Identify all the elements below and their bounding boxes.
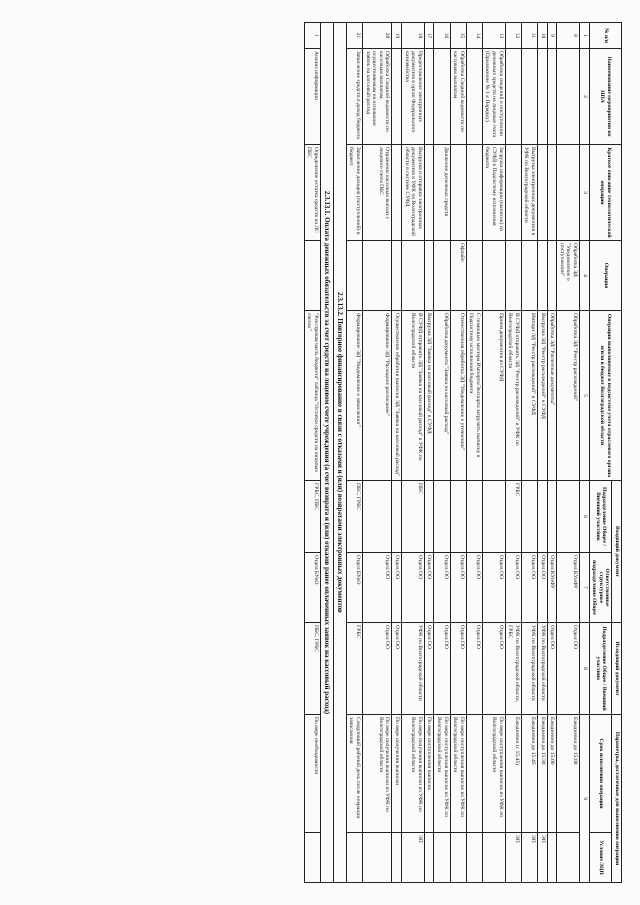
- row-system-op: Отечественная обработка ЭД "Уведомление о уточнении": [450, 311, 466, 481]
- row-ecp: ЭП: [538, 833, 548, 883]
- table-row: [466, 23, 482, 883]
- header-input-dept: Подразделение Общее / Внешний участник: [589, 481, 612, 553]
- row-description: [466, 145, 482, 241]
- header-ecp: Условие ЭЦП: [589, 833, 612, 883]
- row-input-dept: ГРБС: [505, 481, 521, 553]
- row-system-op: Прием документов из СУФД: [482, 311, 505, 481]
- row-term: По мере получения выписки из УФК по Волгоградской области: [363, 715, 392, 833]
- row-term: Ежедневно до 15:00: [557, 715, 580, 833]
- row-ecp: [482, 833, 505, 883]
- table-row: [557, 23, 580, 883]
- row-responsible: Отдел ОО: [482, 553, 505, 623]
- row-responsible: Отдел БУиО: [304, 553, 320, 623]
- row-operation: [346, 241, 362, 311]
- header-operation: Операция: [589, 241, 621, 311]
- row-number: 9: [547, 23, 557, 49]
- row-activity: Обработка Сводной ведомости по кассовым выплатам, осуществляемым на основании заявок на кассовый расход: [363, 49, 392, 145]
- row-ecp: ЭП: [401, 833, 424, 883]
- row-input-dept: ПБС: [401, 481, 424, 553]
- table-row: [304, 23, 320, 883]
- row-input-dept: [521, 481, 537, 553]
- row-number: 15: [450, 23, 466, 49]
- row-input-dept: [363, 481, 392, 553]
- row-output-dept: Отдел ОО: [363, 623, 392, 715]
- row-number: 17: [424, 23, 434, 49]
- row-activity: Обработка Сводной ведомости по кассовым выплатам: [450, 49, 466, 145]
- row-responsible: Отдел ОО: [434, 553, 450, 623]
- row-ecp: ЭП: [505, 833, 521, 883]
- row-number: 8: [557, 23, 580, 49]
- row-input-dept: ПБС, ГРБС: [346, 481, 362, 553]
- row-activity: [434, 49, 450, 145]
- row-number: 10: [538, 23, 548, 49]
- table-row: [363, 23, 392, 883]
- header-activity: Наименование мероприятия по НПА: [589, 49, 621, 145]
- row-operation: [547, 241, 557, 311]
- table-row: [401, 23, 424, 883]
- row-term: По мере поступления выписок из УФК по Волгоградской области: [482, 715, 505, 833]
- row-output-dept: УФК по Волгоградской области: [401, 623, 424, 715]
- row-number: 19: [392, 23, 402, 49]
- row-activity: [538, 49, 548, 145]
- row-description: Движение денежных средств: [434, 145, 450, 241]
- index-row: [580, 23, 590, 883]
- row-operation: [434, 241, 450, 311]
- index-cell: 3: [580, 145, 590, 241]
- row-operation: [392, 241, 402, 311]
- row-responsible: Отдел ОО: [392, 553, 402, 623]
- index-cell: 9: [580, 715, 590, 883]
- row-term: По мере получения выписки: [392, 715, 402, 833]
- row-output-dept: Отдел ОО: [466, 623, 482, 715]
- row-system-op: Импорт ЭД "Реестр расхождений" в СУФД: [521, 311, 537, 481]
- row-term: По мере поступления выписок из УФК по Волгоградской области: [434, 715, 450, 833]
- row-input-dept: [547, 481, 557, 553]
- row-term: Ежедневно до 15:30: [538, 715, 548, 833]
- row-input-dept: [392, 481, 402, 553]
- row-ecp: [392, 833, 402, 883]
- row-activity: Анализ информации: [304, 49, 320, 145]
- row-output-dept: УФК по Волгоградской области, ГРБС: [505, 623, 521, 715]
- index-cell: 1: [580, 23, 590, 49]
- section-title-2: 2.3.13.2. Повторное финансирование в связи с отказами и (или) возвратами электронных документов: [333, 23, 346, 883]
- index-cell: 2: [580, 49, 590, 145]
- row-output-dept: ПБС, ГРБС: [304, 623, 320, 715]
- header-group-input: Входящий документ: [612, 481, 622, 623]
- row-input-dept: [434, 481, 450, 553]
- header-group-params: Параметры, достаточные для выполнения операции: [612, 715, 622, 883]
- row-term: Ежедневно до 15:45: [521, 715, 537, 833]
- table-row: [521, 23, 537, 883]
- row-ecp: [346, 833, 362, 883]
- index-cell: 8: [580, 623, 590, 715]
- row-activity: [547, 49, 557, 145]
- row-description: Выгрузка электронных документов в УФК по Волгоградской области: [521, 145, 537, 241]
- row-output-dept: Отдел ОО: [482, 623, 505, 715]
- row-system-op: Выгрузка ЭД "Реестр расхождений" в СУФД: [538, 311, 548, 481]
- header-system-ops: Операции выполняемые в подсистеме учета отраслевого органа и/или в бюджет Волгоградской области: [589, 311, 621, 481]
- row-term: По мере получения выписки из УФК по Волгоградской области: [401, 715, 424, 833]
- table-row: [434, 23, 450, 883]
- row-responsible: Отдел ОО: [450, 553, 466, 623]
- row-input-dept: [424, 481, 434, 553]
- header-group-output: Исходящий документ: [612, 623, 622, 715]
- row-number: 21: [346, 23, 362, 49]
- row-system-op: Обработка документа "Заявка на кассовый расход": [434, 311, 450, 481]
- row-description: [547, 145, 557, 241]
- row-system-op: Формирование ЭД "Расходное расписание": [363, 311, 392, 481]
- row-number: 13: [482, 23, 505, 49]
- table-row: [450, 23, 466, 883]
- row-system-op: В СУФД отправить ЭД "Заявка на кассовый расход" в УФК по Волгоградской области: [401, 311, 424, 481]
- row-ecp: [450, 833, 466, 883]
- row-operation: Офлайн: [450, 241, 466, 311]
- row-description: [392, 145, 402, 241]
- row-responsible: Отдел КУиФУ: [547, 553, 557, 623]
- row-input-dept: [482, 481, 505, 553]
- row-activity: [505, 49, 521, 145]
- row-operation: [538, 241, 548, 311]
- row-output-dept: Отдел ОО: [547, 623, 557, 715]
- row-input-dept: [557, 481, 580, 553]
- row-ecp: [363, 833, 392, 883]
- operations-table: [304, 22, 622, 883]
- row-ecp: ЭП: [521, 833, 537, 883]
- row-term: Следующий рабочий день после операции зачисления: [346, 715, 362, 833]
- row-number: 11: [521, 23, 537, 49]
- row-responsible: Отдел ОО: [521, 553, 537, 623]
- index-cell: 5: [580, 311, 590, 481]
- row-operation: Обработка ЭД "Уведомление о поступлении": [557, 241, 580, 311]
- row-responsible: Отдел ОО: [538, 553, 548, 623]
- row-number: 16: [434, 23, 450, 49]
- header-description: Краткое описание технологической операции: [589, 145, 621, 241]
- row-activity: Предоставление электронных документов в орган Федерального казначейства: [401, 49, 424, 145]
- row-output-dept: Отдел ОО: [434, 623, 450, 715]
- row-output-dept: ГРБС: [346, 623, 362, 715]
- row-description: [424, 145, 434, 241]
- header-term: Срок исполнения операции: [589, 715, 612, 833]
- row-output-dept: УФК по Волгоградской области: [538, 623, 548, 715]
- row-responsible: Отдел БУиО: [346, 553, 362, 623]
- row-input-dept: ГРБС, ПБС: [304, 481, 320, 553]
- row-input-dept: [466, 481, 482, 553]
- table-row: [482, 23, 505, 883]
- row-responsible: Отдел ОО: [401, 553, 424, 623]
- row-system-op: "Реестровая часть бюджета" таблица "Остатки средств на лицевых счетах": [304, 311, 320, 481]
- row-output-dept: Отдел ОО: [424, 623, 434, 715]
- row-activity: [466, 49, 482, 145]
- row-operation: [401, 241, 424, 311]
- row-responsible: Отдел ОО: [424, 553, 434, 623]
- row-number: 1: [304, 23, 320, 49]
- table-row: [505, 23, 521, 883]
- index-cell: 4: [580, 241, 590, 311]
- row-number: 20: [363, 23, 392, 49]
- table-row: [392, 23, 402, 883]
- header-output-dept: Подразделение Общее / Внешний участник: [589, 623, 612, 715]
- row-number: 12: [505, 23, 521, 49]
- row-operation: [363, 241, 392, 311]
- row-ecp: [466, 833, 482, 883]
- row-description: [450, 145, 466, 241]
- row-system-op: Обработка ЭД "Реестр расхождений": [557, 311, 580, 481]
- row-description: Отражение кассовых выплат с лицевого счета ПБС: [363, 145, 392, 241]
- row-operation: [466, 241, 482, 311]
- row-activity: Обработка сведений о поступлении денежных средств на лицевые счета (Приложение № 1 к Порядку): [482, 49, 505, 145]
- row-output-dept: Отдел ОО: [392, 623, 402, 715]
- section-title: 2.3.13.1. Оплата денежных обязательств за счет средств на лицевом счете учреждения (а счет возврата и (или) отказов ранее оплаченных заявок на кассовый расход): [320, 23, 333, 883]
- row-system-op: Формирование ЭД "Уведомление о зачислении": [346, 311, 362, 481]
- row-operation: [482, 241, 505, 311]
- row-term: По мере поступления выписок из УФК по Волгоградской области: [450, 715, 466, 833]
- row-ecp: [424, 833, 434, 883]
- row-term: Ежедневно до 15:00: [547, 715, 557, 833]
- row-input-dept: [538, 481, 548, 553]
- row-activity: [392, 49, 402, 145]
- row-operation: [521, 241, 537, 311]
- index-cell: 6: [580, 481, 590, 553]
- row-description: Выгрузка и отправка электронных документов в УФК по Волгоградской области в системе СУФД: [401, 145, 424, 241]
- table-row: [424, 23, 434, 883]
- table-row: [346, 23, 362, 883]
- index-cell: 7: [580, 553, 590, 623]
- row-responsible: Отдел ОО: [363, 553, 392, 623]
- row-operation: [424, 241, 434, 311]
- row-description: Зачисление доходов (поступлений) в бюджет: [346, 145, 362, 241]
- row-description: Определение остатка средств на ЛС ПБС: [304, 145, 320, 241]
- row-activity: [557, 49, 580, 145]
- row-input-dept: [450, 481, 466, 553]
- table-body: [346, 23, 579, 883]
- row-system-op: Обработка ЭД "Расчетные документы": [547, 311, 557, 481]
- row-term: По мере необходимости: [304, 715, 320, 833]
- row-ecp: [434, 833, 450, 883]
- header-num: № п/п: [589, 23, 621, 49]
- row-activity: [521, 49, 537, 145]
- row-system-op: Осуществление обработки выписки ЭД "Заявка на кассовый расход": [392, 311, 402, 481]
- row-output-dept: Отдел ОО: [450, 623, 466, 715]
- row-system-op: С помощью мастера Импорта/Экспорта загрузить выписку в Подсистему исполнения бюджета: [466, 311, 482, 481]
- row-system-op: Выгрузка ЭД "Заявка на кассовый расход" в СУФД: [424, 311, 434, 481]
- row-output-dept: Отдел ОО: [557, 623, 580, 715]
- row-number: 18: [401, 23, 424, 49]
- row-description: [557, 145, 580, 241]
- row-description: Загрузка информации (выписок) из СУФД в Подсистему исполнения бюджета: [482, 145, 505, 241]
- row-responsible: Отдел ОО: [505, 553, 521, 623]
- row-system-op: В СУФД отправить ЭД "Реестр расхождений" в УФК по Волгоградской области: [505, 311, 521, 481]
- row-term: Ежедневно (с 15:45): [505, 715, 521, 833]
- row-activity: Зачисление средств в доход бюджета: [346, 49, 362, 145]
- row-term: [466, 715, 482, 833]
- row-ecp: [547, 833, 557, 883]
- row-responsible: Отдел КУиФУ: [557, 553, 580, 623]
- row-activity: [424, 49, 434, 145]
- header-responsible: Ответственное структурное подразделение Общее: [589, 553, 612, 623]
- row-description: [538, 145, 548, 241]
- row-output-dept: УФК по Волгоградской области: [521, 623, 537, 715]
- row-responsible: Отдел ОО: [466, 553, 482, 623]
- row-operation: [505, 241, 521, 311]
- row-operation: [304, 241, 320, 311]
- table-row: [547, 23, 557, 883]
- row-ecp: [304, 833, 320, 883]
- row-term: По мере поступления выписок: [424, 715, 434, 833]
- row-number: 14: [466, 23, 482, 49]
- row-description: [505, 145, 521, 241]
- row-ecp: [557, 833, 580, 883]
- table-row: [538, 23, 548, 883]
